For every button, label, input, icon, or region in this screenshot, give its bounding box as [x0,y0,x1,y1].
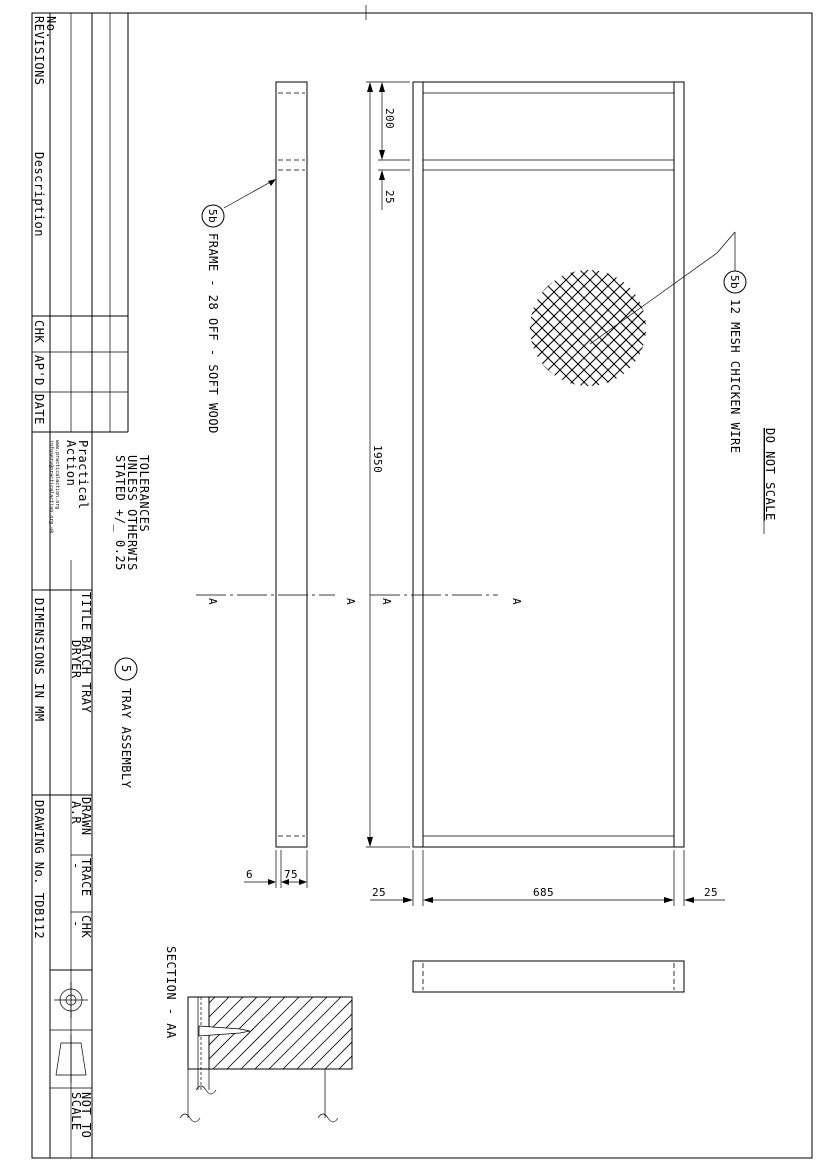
hatch-line [353,997,425,1069]
hatch-line [426,248,586,408]
title-line2: DRYER [69,640,83,679]
not-to-scale-line1: NOT TO [79,1092,93,1139]
assembly-label: TRAY ASSEMBLY [119,688,133,789]
mesh-item-number: 5b [728,275,741,290]
hatch-line [582,248,742,408]
hatch-line [437,997,509,1069]
hatch-line [409,997,481,1069]
hatch-line [510,248,670,408]
dim-685: 685 [533,886,555,899]
section-marker-front-left: A [380,598,393,606]
mesh-label: 12 MESH CHICKEN WIRE [728,299,742,454]
frame-label: FRAME - 28 OFF - SOFT WOOD [206,233,220,434]
hatch-line [630,248,790,408]
chk-label: CHK [79,915,93,939]
drawn-label: DRAWN [79,797,93,836]
section-marker-side-right: A [344,598,357,606]
hatch-line [423,997,495,1069]
dim-25-top: 25 [383,190,396,205]
hatch-line [378,248,538,408]
hatch-line [582,248,742,408]
dim-200: 200 [383,108,396,130]
hatch-line [269,997,341,1069]
dim-75: 75 [284,868,299,881]
hatch-line [414,248,574,408]
hatch-line [339,997,411,1069]
hatch-line [546,248,706,408]
tolerances-line2: UNLESS OTHERWIS [125,455,139,571]
company-name-line2: Action [64,440,78,487]
revisions-apd-col: AP'D [32,355,46,386]
section-marker-front-right: A [510,598,523,606]
revisions-no-col: No. [44,16,58,40]
hatch-line [378,248,538,408]
chk-value: - [69,920,83,928]
mesh-leader-tail [717,232,735,253]
hatch-line [426,248,586,408]
hatch-line [474,248,634,408]
title-label: TITLE [79,592,93,631]
hatch-line [486,248,646,408]
hatch-line [297,997,369,1069]
hatch-line [283,997,355,1069]
revisions-chk-col: CHK [32,320,46,344]
hatch-line [311,997,383,1069]
hatch-line [534,248,694,408]
do-not-scale-note: DO NOT SCALE [763,428,777,521]
section-marker-side-left: A [206,598,219,606]
frame-item-number: 5b [206,209,219,224]
dim-25-right: 25 [704,886,719,899]
hatch-line [390,248,550,408]
hatch-line [402,248,562,408]
hatch-line [618,248,778,408]
title-line1: BATCH TRAY [79,636,93,714]
tolerances-line3: STATED +/_ 0.25 [113,455,127,571]
hatch-line [414,248,574,408]
revisions-header: REVISIONS [32,16,46,86]
revisions-description-col: Description [32,152,46,237]
trace-value: - [69,862,83,870]
frame-leader [224,180,274,208]
section-aa-detail [129,997,509,1122]
hatch-line [618,248,778,408]
trace-label: TRACE [79,858,93,897]
tray-end-view [413,961,684,992]
hatch-line [390,248,550,408]
hatch-line [395,997,467,1069]
drawing-number: DRAWING No. TDB112 [32,800,46,940]
tray-front-view [370,82,684,847]
hatch-line [630,248,790,408]
company-name-line1: Practical [76,440,90,510]
dim-25-left: 25 [372,886,387,899]
drawn-value: A.R [69,801,83,825]
assembly-item-number: 5 [119,665,133,673]
sheet-border [32,13,812,1158]
hatch-line [522,248,682,408]
frame-side-view [196,82,335,847]
hatch-line [241,997,313,1069]
dim-1950: 1950 [371,445,384,474]
hatch-line [402,248,562,408]
hatch-line [381,997,453,1069]
dimensions-note: DIMENSIONS IN MM [32,598,46,722]
section-aa-label: SECTION - AA [164,946,178,1039]
not-to-scale-line2: SCALE [69,1092,83,1131]
hatch-line [255,997,327,1069]
company-web: www.practicalaction.org [54,440,60,510]
company-email: infoserv@practicalaction.org.uk [48,440,54,534]
hatch-line [498,248,658,408]
hatch-line [367,997,439,1069]
hatch-line [325,997,397,1069]
dim-6: 6 [246,868,254,881]
tolerances-line1: TOLERANCES [137,455,151,533]
revisions-date-col: DATE [32,394,46,425]
